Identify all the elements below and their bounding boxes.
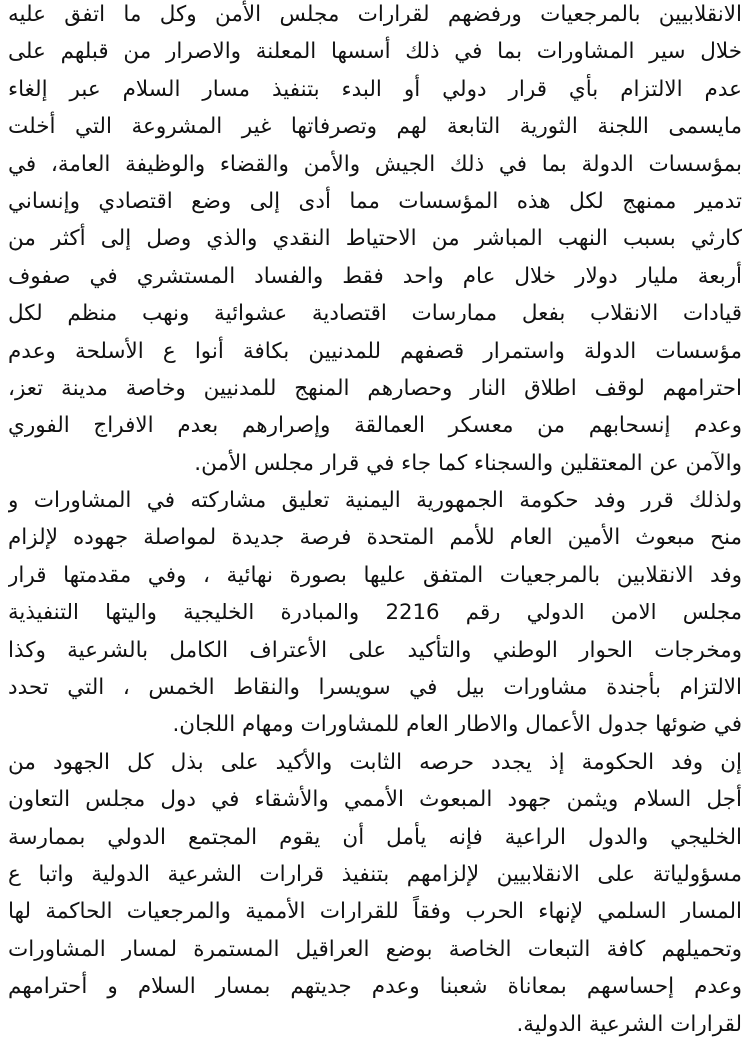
text-line: وعدم إنسحابهم من معسكر العمالقة وإصرارهم بعدم الافراج الفوري [8,413,742,439]
text-line: الالتزام بأجندة مشاورات بيل في سويسرا والنقاط الخمس ، التي تحدد [8,675,742,701]
text-line: عدم الالتزام بأي قرار دولي أو البدء بتنفيذ مسار السلام عبر إلغاء [8,76,742,102]
text-line: المسار السلمي لإنهاء الحرب وفقاً للقرارات الأممية والمرجعيات الحاكمة لها [8,899,742,925]
text-line: منح مبعوث الأمين العام للأمم المتحدة فرصة جديدة لمواصلة جهوده لإلزام [8,525,742,551]
document-body [8,0,742,1043]
text-line: مجلس الامن الدولي رقم 2216 والمبادرة الخليجية واليتها التنفيذية [8,600,742,626]
text-line: مؤسسات الدولة واستمرار قصفهم للمدنيين بكافة أنوا ع الأسلحة وعدم [8,338,742,364]
text-line: لقرارات الشرعية الدولية. [516,1011,742,1037]
text-line: وفد الانقلابين بالمرجعيات المتفق عليها بصورة نهائية ، وفي مقدمتها قرار [8,562,742,588]
text-line: وعدم إحساسهم بمعاناة شعبنا وعدم جديتهم بمسار السلام و أحترامهم [8,974,742,1000]
text-line: ولذلك قرر وفد حكومة الجمهورية اليمنية تعليق مشاركته في المشاورات و [8,488,742,514]
text-line: كارثي بسبب النهب المباشر من الاحتياط النقدي والذي وصل إلى أكثر من [8,226,742,252]
text-line: أربعة مليار دولار خلال عام واحد فقط والفساد المستشري في صفوف [8,263,742,289]
text-line: مايسمى اللجنة الثورية التابعة لهم وتصرفاتها غير المشروعة التي أخلت [8,114,742,140]
text-line: وتحميلهم كافة التبعات الخاصة بوضع العراقيل المستمرة لمسار المشاورات [8,936,742,962]
text-line: ومخرجات الحوار الوطني والتأكيد على الأعتراف الكامل بالشرعية وكذا [8,637,742,663]
text-line: تدمير ممنهج لكل هذه المؤسسات مما أدى إلى وضع اقتصادي وإنساني [8,188,742,214]
text-line: أجل السلام ويثمن جهود المبعوث الأممي والأشقاء في دول مجلس التعاون [8,787,742,813]
text-line: خلال سير المشاورات بما في ذلك أسسها المعلنة والاصرار من قبلهم على [8,39,742,65]
text-line: إن وفد الحكومة إذ يجدد حرصه الثابت والأكيد على بذل كل الجهود من [8,749,742,775]
text-line: مسؤولياتة على الانقلابيين لإلزامهم بتنفيذ قرارات الشرعية الدولية واتبا ع [8,861,742,887]
text-line: والآمن عن المعتقلين والسجناء كما جاء في قرار مجلس الأمن. [194,450,742,476]
text-line: في ضوئها جدول الأعمال والاطار العام للمشاورات ومهام اللجان. [172,712,742,738]
text-line: قيادات الانقلاب بفعل ممارسات اقتصادية عشوائية ونهب منظم لكل [8,301,742,327]
text-line: احترامهم لوقف اطلاق النار وحصارهم المنهج للمدنيين وخاصة مدينة تعز، [8,375,742,401]
text-line: بمؤسسات الدولة بما في ذلك الجيش والأمن والقضاء والوظيفة العامة، في [8,151,742,177]
text-line: الانقلابيين بالمرجعيات ورفضهم لقرارات مجلس الأمن وكل ما اتفق عليه [8,2,742,27]
text-line: الخليجي والدول الراعية فإنه يأمل أن يقوم المجتمع الدولي بممارسة [8,824,742,850]
